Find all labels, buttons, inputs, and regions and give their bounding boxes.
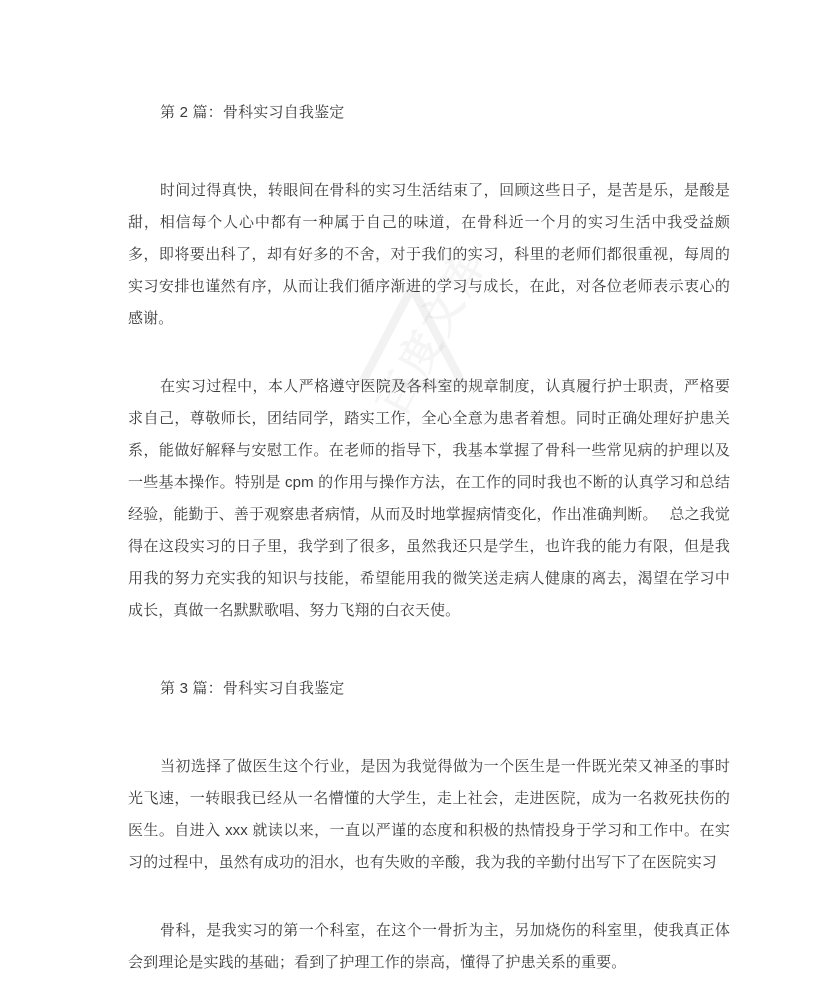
paragraph-gap-1 [128,335,730,371]
section-heading-1: 第 2 篇：骨科实习自我鉴定 [160,104,345,121]
section-heading-2: 第 3 篇：骨科实习自我鉴定 [160,680,345,697]
section-gap [128,627,730,673]
section-2-paragraph-1: 当初选择了做医生这个行业，是因为我觉得做为一个医生是一件既光荣又神圣的事时光飞速，一转眼我已经从一名懵懂的大学生，走上社会，走进医院，成为一名救死扶伤的医生。自进入 xxx 就读以来，一直以严谨的态度和积极的热情投身于学习和工作中。在实习的过程中，虽然有成功的泪水，也有失败的辛酸，我为我的辛勤付出写下了在医院实习 [128,758,730,871]
section-2-paragraph-2: 骨科，是我实习的第一个科室，在这个一骨折为主，另加烧伤的科室里，使我真正体会到理论是实践的基础；看到了护理工作的崇高，懂得了护患关系的重要。 [128,922,730,971]
heading-paragraph-gap-1 [128,129,730,175]
section-1-paragraph-1: 时间过得真快，转眼间在骨科的实习生活结束了，回顾这些日子，是苦是乐，是酸是甜，相信每个人心中都有一种属于自己的味道，在骨科近一个月的实习生活中我受益颇多，即将要出科了，却有好多的不舍，对于我们的实习，科里的老师们都很重视，每周的实习安排也谨然有序，从而让我们循序渐进的学习与成长，在此，对各位老师表示衷心的感谢。 [128,182,730,327]
paragraph-gap-2 [128,879,730,915]
heading-paragraph-gap-2 [128,705,730,751]
section-1-paragraph-2: 在实习过程中，本人严格遵守医院及各科室的规章制度，认真履行护士职责，严格要求自己，尊敬师长，团结同学，踏实工作，全心全意为患者着想。同时正确处理好护患关系，能做好解释与安慰工作。在老师的指导下，我基本掌握了骨科一些常见病的护理以及一些基本操作。特别是 cpm 的作用与操作方法，在工作的同时我也不断的认真学习和总结经验，能勤于、善于观察患者病情，从而及时地掌握病情变化，作出准确判断。 总之我觉得在这段实习的日子里，我学到了很多，虽然我还只是学生，也许我的能力有限，但是我用我的努力充实我的知识与技能，希望能用我的微笑送走病人健康的离去，渴望在学习中成长，真做一名默默歌唱、努力飞翔的白衣天使。 [128,378,730,619]
top-margin-spacer [128,0,730,97]
